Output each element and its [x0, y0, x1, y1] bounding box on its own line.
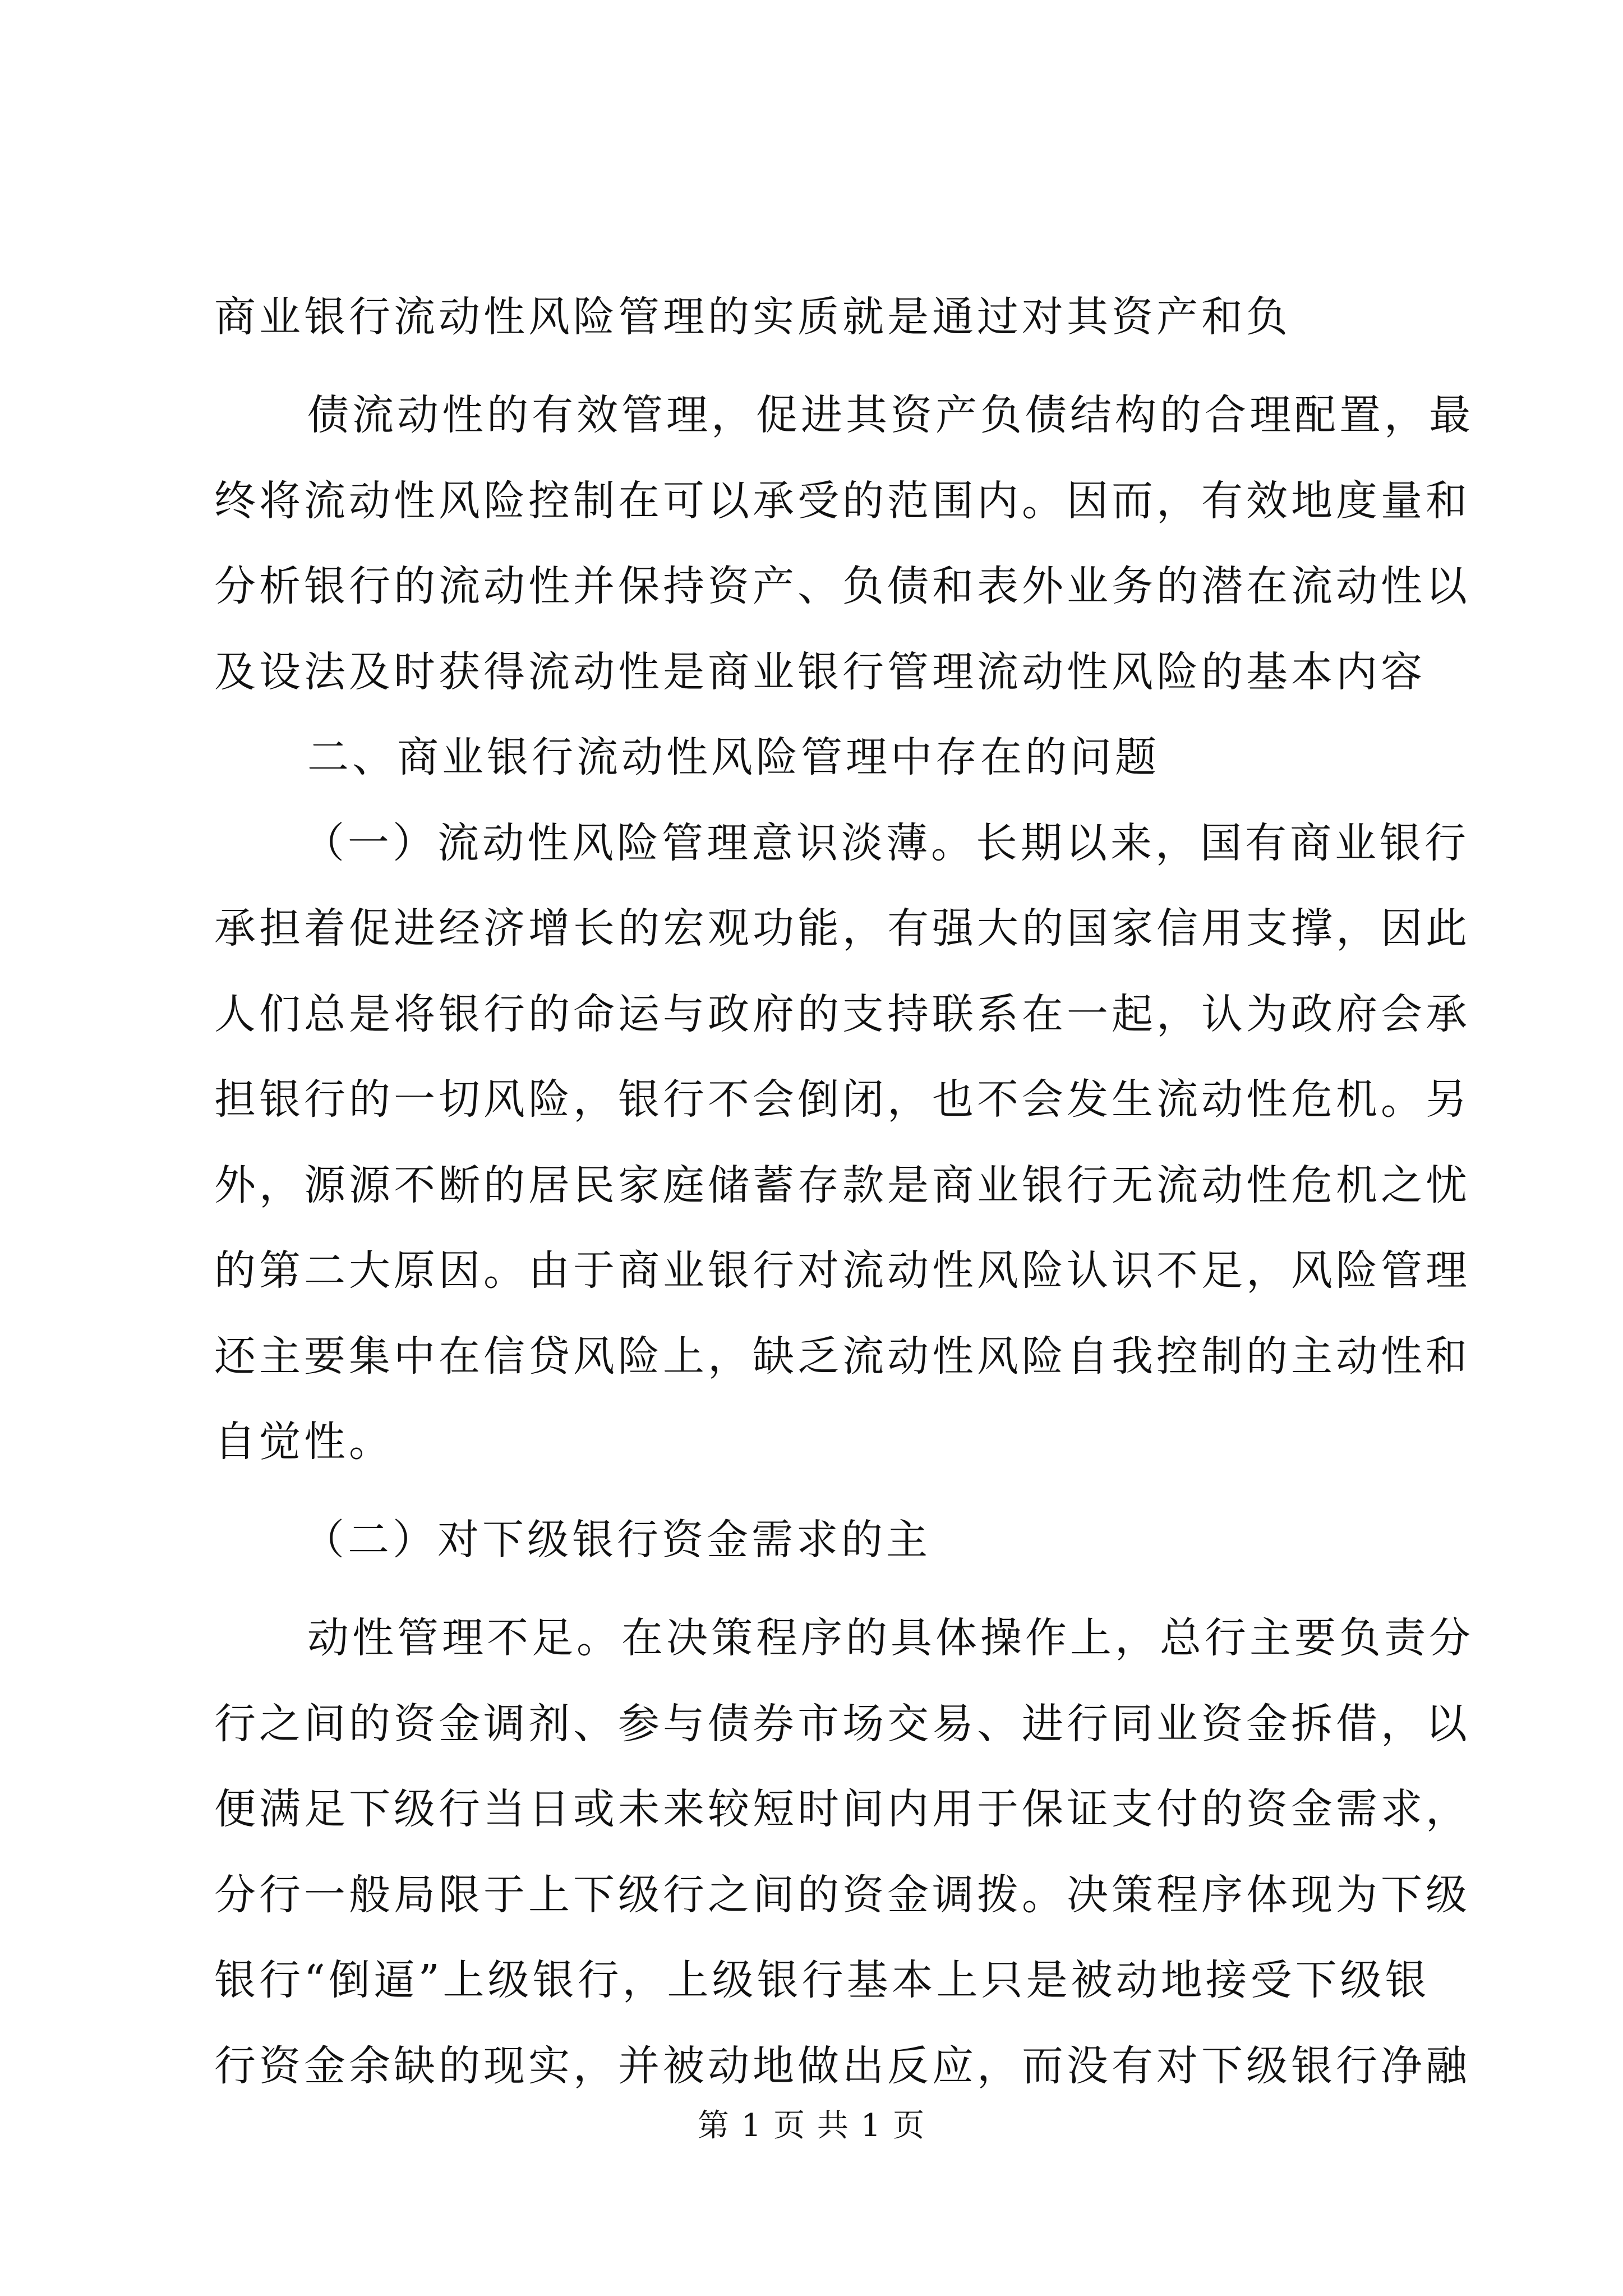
text-line: 自觉性。 [214, 1418, 394, 1466]
text-line: 商业银行流动性风险管理的实质就是通过对其资产和负 [214, 293, 1291, 341]
text-line: 终将流动性风险控制在可以承受的范围内。因而，有效地度量和 [214, 477, 1470, 525]
text-line: 的第二大原因。由于商业银行对流动性风险认识不足，风险管理 [214, 1246, 1470, 1295]
section-heading: 二、商业银行流动性风险管理中存在的问题 [307, 733, 1160, 781]
text-line: 动性管理不足。在决策程序的具体操作上，总行主要负责分 [307, 1614, 1474, 1662]
text-line: 行之间的资金调剂、参与债券市场交易、进行同业资金拆借，以 [214, 1700, 1470, 1748]
text-line: 债流动性的有效管理，促进其资产负债结构的合理配置，最 [307, 391, 1474, 439]
subsection-heading: （一）流动性风险管理意识淡薄。长期以来，国有商业银行 [303, 819, 1469, 867]
text-line: 分析银行的流动性并保持资产、负债和表外业务的潜在流动性以 [214, 562, 1470, 610]
text-line: 人们总是将银行的命运与政府的支持联系在一起，认为政府会承 [214, 990, 1470, 1038]
text-line: 行资金余缺的现实，并被动地做出反应，而没有对下级银行净融 [214, 2042, 1470, 2090]
text-line: 承担着促进经济增长的宏观功能，有强大的国家信用支撑，因此 [214, 904, 1470, 953]
subsection-heading: （二）对下级银行资金需求的主 [303, 1516, 931, 1564]
text-line: 及设法及时获得流动性是商业银行管理流动性风险的基本内容 [214, 648, 1426, 696]
page-footer: 第 1 页 共 1 页 [697, 2108, 926, 2144]
text-line: 担银行的一切风险，银行不会倒闭，也不会发生流动性危机。另 [214, 1075, 1470, 1124]
text-line: 便满足下级行当日或未来较短时间内用于保证支付的资金需求， [214, 1785, 1470, 1833]
text-line: 分行一般局限于上下级行之间的资金调拨。决策程序体现为下级 [214, 1871, 1470, 1919]
text-line: 外，源源不断的居民家庭储蓄存款是商业银行无流动性危机之忧 [214, 1161, 1470, 1209]
text-line: 银行“倒逼”上级银行，上级银行基本上只是被动地接受下级银 [214, 1956, 1430, 2004]
text-line: 还主要集中在信贷风险上，缺乏流动性风险自我控制的主动性和 [214, 1332, 1470, 1381]
